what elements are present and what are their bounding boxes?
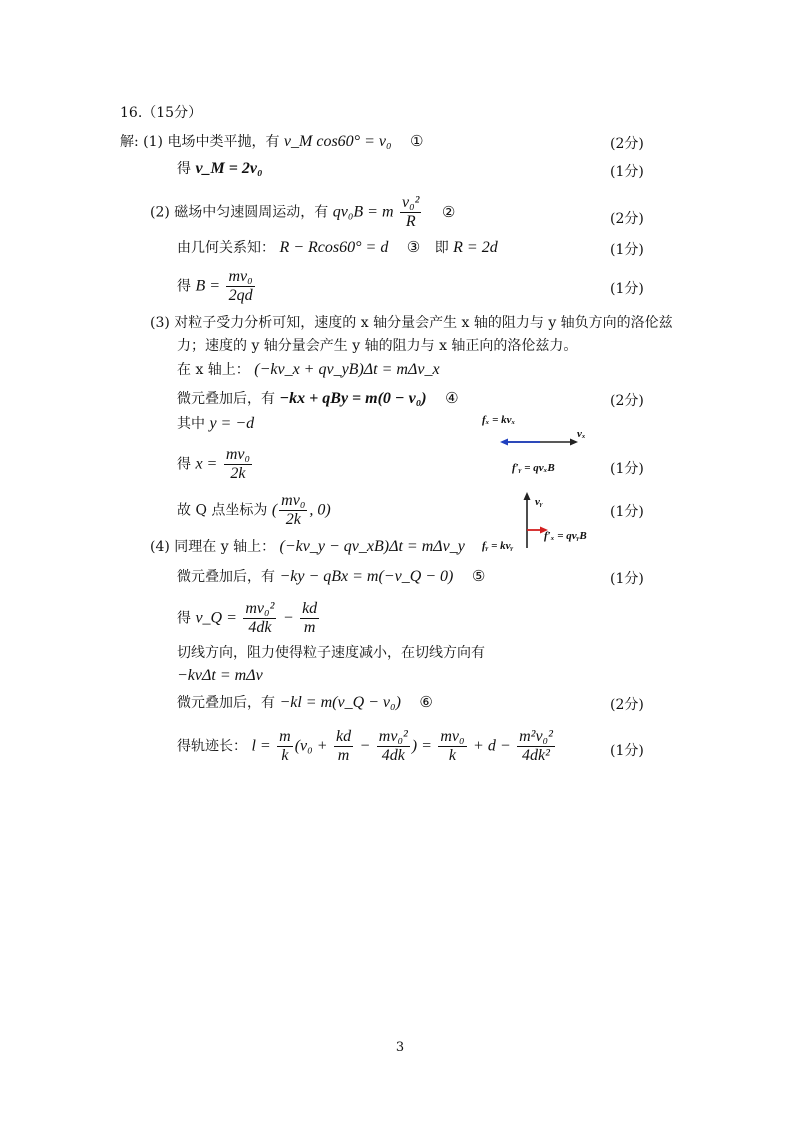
page-number: 3 — [395, 1040, 405, 1055]
fy-label: f′ᵧ = qvₓB — [512, 462, 555, 474]
part3-where: 其中 y = −d — [177, 415, 255, 432]
fx-lorentz-label: f′ₓ = qvᵧB — [544, 530, 587, 542]
fraction: $\frac{\text{m²v₀²}}{\text{4dk²}}$ — [519, 728, 553, 764]
fraction: $\frac{kd}{m}$ — [302, 600, 318, 636]
part1-line1: 解: (1) 电场中类平抛，有 v_M cos60° = v₀ ① — [120, 132, 424, 150]
part2-line1: (2) 磁场中匀速圆周运动，有 qv₀B = m $\frac{\text{v₀²}}{R}$ ② — [150, 194, 456, 230]
score: (2分) — [610, 136, 644, 152]
fy-label: fᵧ = kvᵧ — [482, 540, 514, 552]
part2-line3: 得 B = $\frac{\text{mv₀}}{2qd}$ — [177, 268, 253, 304]
part3-intro2: 力；速度的 y 轴分量会产生 y 轴的阻力与 x 轴正向的洛伦兹力。 — [177, 338, 578, 354]
vy-label: vᵧ — [535, 496, 543, 508]
fraction: $\frac{\text{mv₀}}{2k}$ — [225, 446, 251, 482]
score: (1分) — [610, 281, 644, 297]
fraction: $\frac{\text{mv₀²}}{4dk}$ — [245, 600, 275, 636]
score: (2分) — [610, 697, 644, 713]
part4-sum: 微元叠加后，有 −ky − qBx = m(−v_Q − 0) ⑤ — [177, 567, 486, 585]
part3-xaxis: 在 x 轴上： (−kv_x + qv_yB)Δt = mΔv_x — [177, 361, 440, 378]
solution-label: 解 — [120, 134, 134, 150]
score: (2分) — [610, 211, 644, 227]
part4-tangent-eq: −kvΔt = mΔv — [177, 667, 263, 684]
force-diagram-y — [480, 490, 610, 560]
part4-tangent: 切线方向，阻力使得粒子速度减小，在切线方向有 — [177, 645, 485, 661]
part1-line2: 得 v_M = 2v₀ — [177, 160, 263, 177]
fraction: $\frac{\text{mv₀}}{2qd}$ — [228, 268, 253, 304]
score: (1分) — [610, 242, 644, 258]
force-diagram-x — [480, 410, 600, 480]
part3-q-coord: 故 Q 点坐标为 ( $\frac{\text{mv₀}}{2k}$ , 0) — [177, 492, 331, 528]
part4-length: 得轨迹长： l = $\frac{m}{k}$ (v₀ + $\frac{kd}{m}$ − $\frac{\text{mv₀²}}{4dk}$ ) = $\frac{\text{mv₀}}{k}$ + d − $\frac{\text{m²v₀²}}{\text{4dk²}}$ — [177, 728, 553, 764]
part4-yaxis: (4) 同理在 y 轴上： (−kv_y − qv_xB)Δt = mΔv_y — [150, 538, 465, 555]
fraction: $\frac{\text{v₀²}}{R}$ — [401, 194, 420, 230]
fraction: $\frac{kd}{m}$ — [335, 728, 352, 764]
part4-vq: 得 v_Q = $\frac{\text{mv₀²}}{4dk}$ − $\frac{kd}{m}$ — [177, 600, 318, 636]
part4-sum2: 微元叠加后，有 −kl = m(v_Q − v₀) ⑥ — [177, 693, 433, 711]
part3-sum: 微元叠加后，有 −kx + qBy = m(0 − v₀) ④ — [177, 389, 459, 407]
part3-x: 得 x = $\frac{\text{mv₀}}{2k}$ — [177, 446, 251, 482]
score: (1分) — [610, 743, 644, 759]
part3-intro1: (3) 对粒子受力分析可知，速度的 x 轴分量会产生 x 轴的阻力与 y 轴负方向的洛伦兹 — [150, 315, 673, 331]
fraction: $\frac{\text{mv₀}}{k}$ — [440, 728, 465, 764]
score: (1分) — [610, 164, 644, 180]
score: (1分) — [610, 504, 644, 520]
score: (1分) — [610, 571, 644, 587]
fraction: $\frac{\text{mv₀}}{2k}$ — [281, 492, 306, 528]
fraction: $\frac{\text{mv₀²}}{4dk}$ — [378, 728, 408, 764]
part2-line2: 由几何关系知： R − Rcos60° = d ③ 即 R = 2d — [177, 238, 498, 256]
score: (2分) — [610, 393, 644, 409]
score: (1分) — [610, 461, 644, 477]
vx-label: vₓ — [577, 428, 586, 440]
problem-header: 16.（15分） — [120, 105, 203, 121]
fx-label: fₓ = kvₓ — [482, 414, 516, 426]
fraction: $\frac{m}{k}$ — [279, 728, 291, 764]
